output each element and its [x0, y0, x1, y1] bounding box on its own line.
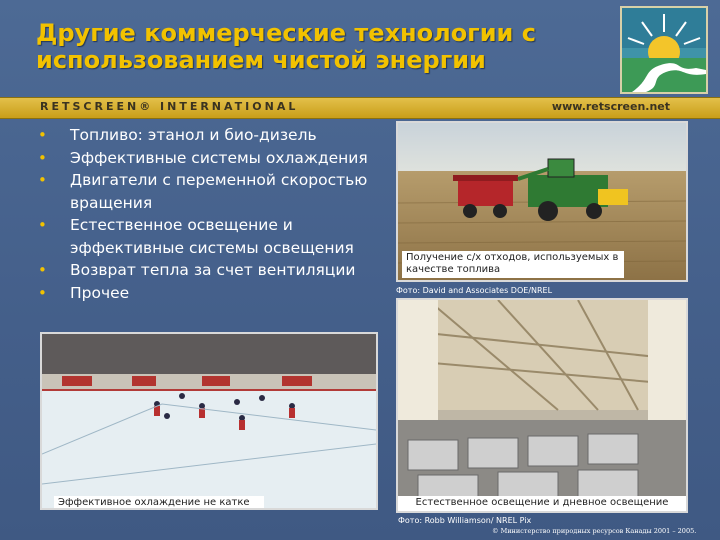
- bullet-icon: •: [38, 171, 47, 189]
- retscreen-logo: [620, 6, 708, 94]
- retscreen-banner: [0, 97, 720, 119]
- bullet-icon: •: [38, 283, 47, 302]
- harvest-photo: [396, 121, 688, 282]
- bullet-item: [38, 282, 383, 305]
- office-credit: Фото: Robb Williamson/ NREL Pix: [398, 516, 532, 525]
- bullet-text: Топливо: этанол и био-дизель: [70, 126, 317, 144]
- rink-caption: Эффективное охлаждение не катке: [54, 496, 264, 510]
- bullet-text: Естественное освещение и эффективные системы освещения: [70, 216, 354, 257]
- bullet-item: [38, 259, 383, 282]
- bullet-icon: •: [38, 216, 47, 234]
- harvest-caption: Получение с/х отходов, используемых в качестве топлива: [402, 251, 624, 278]
- harvest-credit: Фото: David and Associates DOE/NREL: [396, 286, 553, 295]
- title-line-1: Другие коммерческие технологии с: [36, 19, 536, 47]
- bullet-item: [38, 169, 383, 214]
- bullet-text: Возврат тепла за счет вентиляции: [70, 261, 356, 279]
- bullet-item: [38, 147, 383, 170]
- bullet-icon: •: [38, 261, 47, 279]
- bullet-item: [38, 124, 383, 147]
- title-line-2: использованием чистой энергии: [36, 46, 486, 74]
- copyright-text: © Министерство природных ресурсов Канады 2001 – 2005.: [492, 527, 697, 535]
- bullet-text: Двигатели с переменной скоростью вращения: [70, 171, 368, 212]
- rink-photo: [40, 332, 378, 510]
- banner-brand: RETSCREEN® INTERNATIONAL: [40, 100, 299, 113]
- bullet-icon: •: [38, 148, 47, 167]
- bullet-text: Эффективные системы охлаждения: [70, 148, 368, 167]
- bullet-icon: •: [38, 126, 47, 144]
- bullet-list: [38, 124, 383, 304]
- office-caption: Естественное освещение и дневное освещение: [398, 496, 686, 511]
- slide-title: [36, 20, 596, 74]
- bullet-item: [38, 214, 383, 259]
- office-photo: [396, 298, 688, 513]
- banner-url: www.retscreen.net: [551, 100, 670, 113]
- bullet-text: Прочее: [70, 283, 130, 302]
